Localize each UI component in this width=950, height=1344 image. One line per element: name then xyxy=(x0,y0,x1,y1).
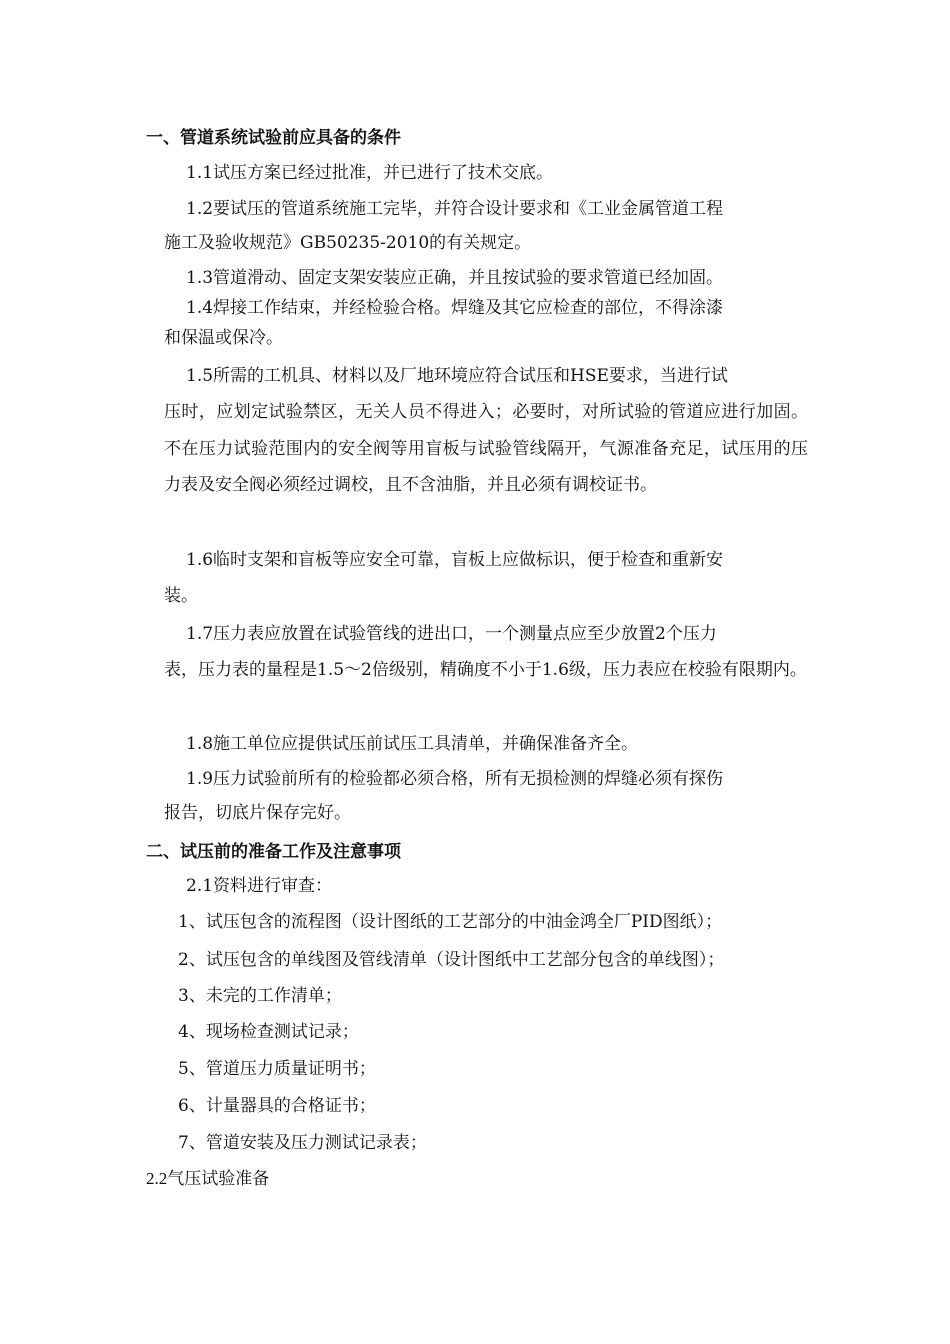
item-1-4-line-2: 和保温或保冷。 xyxy=(164,328,283,348)
doc-list-item-3: 3、未完的工作清单； xyxy=(178,986,342,1006)
item-1-9-line-2: 报告，切底片保存完好。 xyxy=(164,803,351,823)
item-1-5-rest: 压时，应划定试验禁区，无关人员不得进入；必要时，对所试验的管道应进行加固。不在压力试验范围内的安全阀等用盲板与试验管线隔开，气源准备充足，试压用的压力表及安全阀必须经过调校，且不含油脂，并且必须有调校证书。 xyxy=(164,402,808,495)
section-2-heading: 二、试压前的准备工作及注意事项 xyxy=(146,842,401,862)
item-1-7-rest: 表，压力表的量程是1.5～2倍级别，精确度不小于1.6级，压力表应在校验有限期内。 xyxy=(164,660,807,680)
doc-list-item-6: 6、计量器具的合格证书； xyxy=(178,1096,376,1116)
sub-heading-2-2: 2.2气压试验准备 xyxy=(146,1169,270,1188)
item-1-6-line-2: 装。 xyxy=(164,586,198,606)
item-1-3: 1.3管道滑动、固定支架安装应正确，并且按试验的要求管道已经加固。 xyxy=(186,268,724,288)
section-1-heading: 一、管道系统试验前应具备的条件 xyxy=(146,128,401,148)
item-1-7-line-1: 1.7压力表应放置在试验管线的进出口，一个测量点应至少放置2个压力 xyxy=(186,624,717,644)
item-1-2-line-2: 施工及验收规范》GB50235-2010的有关规定。 xyxy=(164,233,532,253)
item-1-4-line-1: 1.4焊接工作结束，并经检验合格。焊缝及其它应检查的部位，不得涂漆 xyxy=(186,298,724,318)
doc-list-item-4: 4、现场检查测试记录； xyxy=(178,1022,359,1042)
doc-list-item-7: 7、管道安装及压力测试记录表； xyxy=(178,1133,427,1153)
item-1-2-line-1: 1.2要试压的管道系统施工完毕，并符合设计要求和《工业金属管道工程 xyxy=(186,199,724,219)
sub-heading-2-1: 2.1资料进行审查： xyxy=(186,876,333,896)
item-1-6-line-1: 1.6临时支架和盲板等应安全可靠，盲板上应做标识，便于检查和重新安 xyxy=(186,550,724,570)
item-1-8: 1.8施工单位应提供试压前试压工具清单，并确保准备齐全。 xyxy=(186,734,639,754)
item-1-1: 1.1试压方案已经过批准，并已进行了技术交底。 xyxy=(186,163,554,183)
item-1-9-line-1: 1.9压力试验前所有的检验都必须合格，所有无损检测的焊缝必须有探伤 xyxy=(186,769,724,789)
item-1-5-line-1: 1.5所需的工机具、材料以及厂地环境应符合试压和HSE要求，当进行试 xyxy=(186,366,728,386)
doc-list-item-5: 5、管道压力质量证明书； xyxy=(178,1059,376,1079)
doc-list-item-2: 2、试压包含的单线图及管线清单（设计图纸中工艺部分包含的单线图）； xyxy=(178,950,725,970)
doc-list-item-1: 1、试压包含的流程图（设计图纸的工艺部分的中油金鸿全厂PID图纸）； xyxy=(178,912,723,932)
